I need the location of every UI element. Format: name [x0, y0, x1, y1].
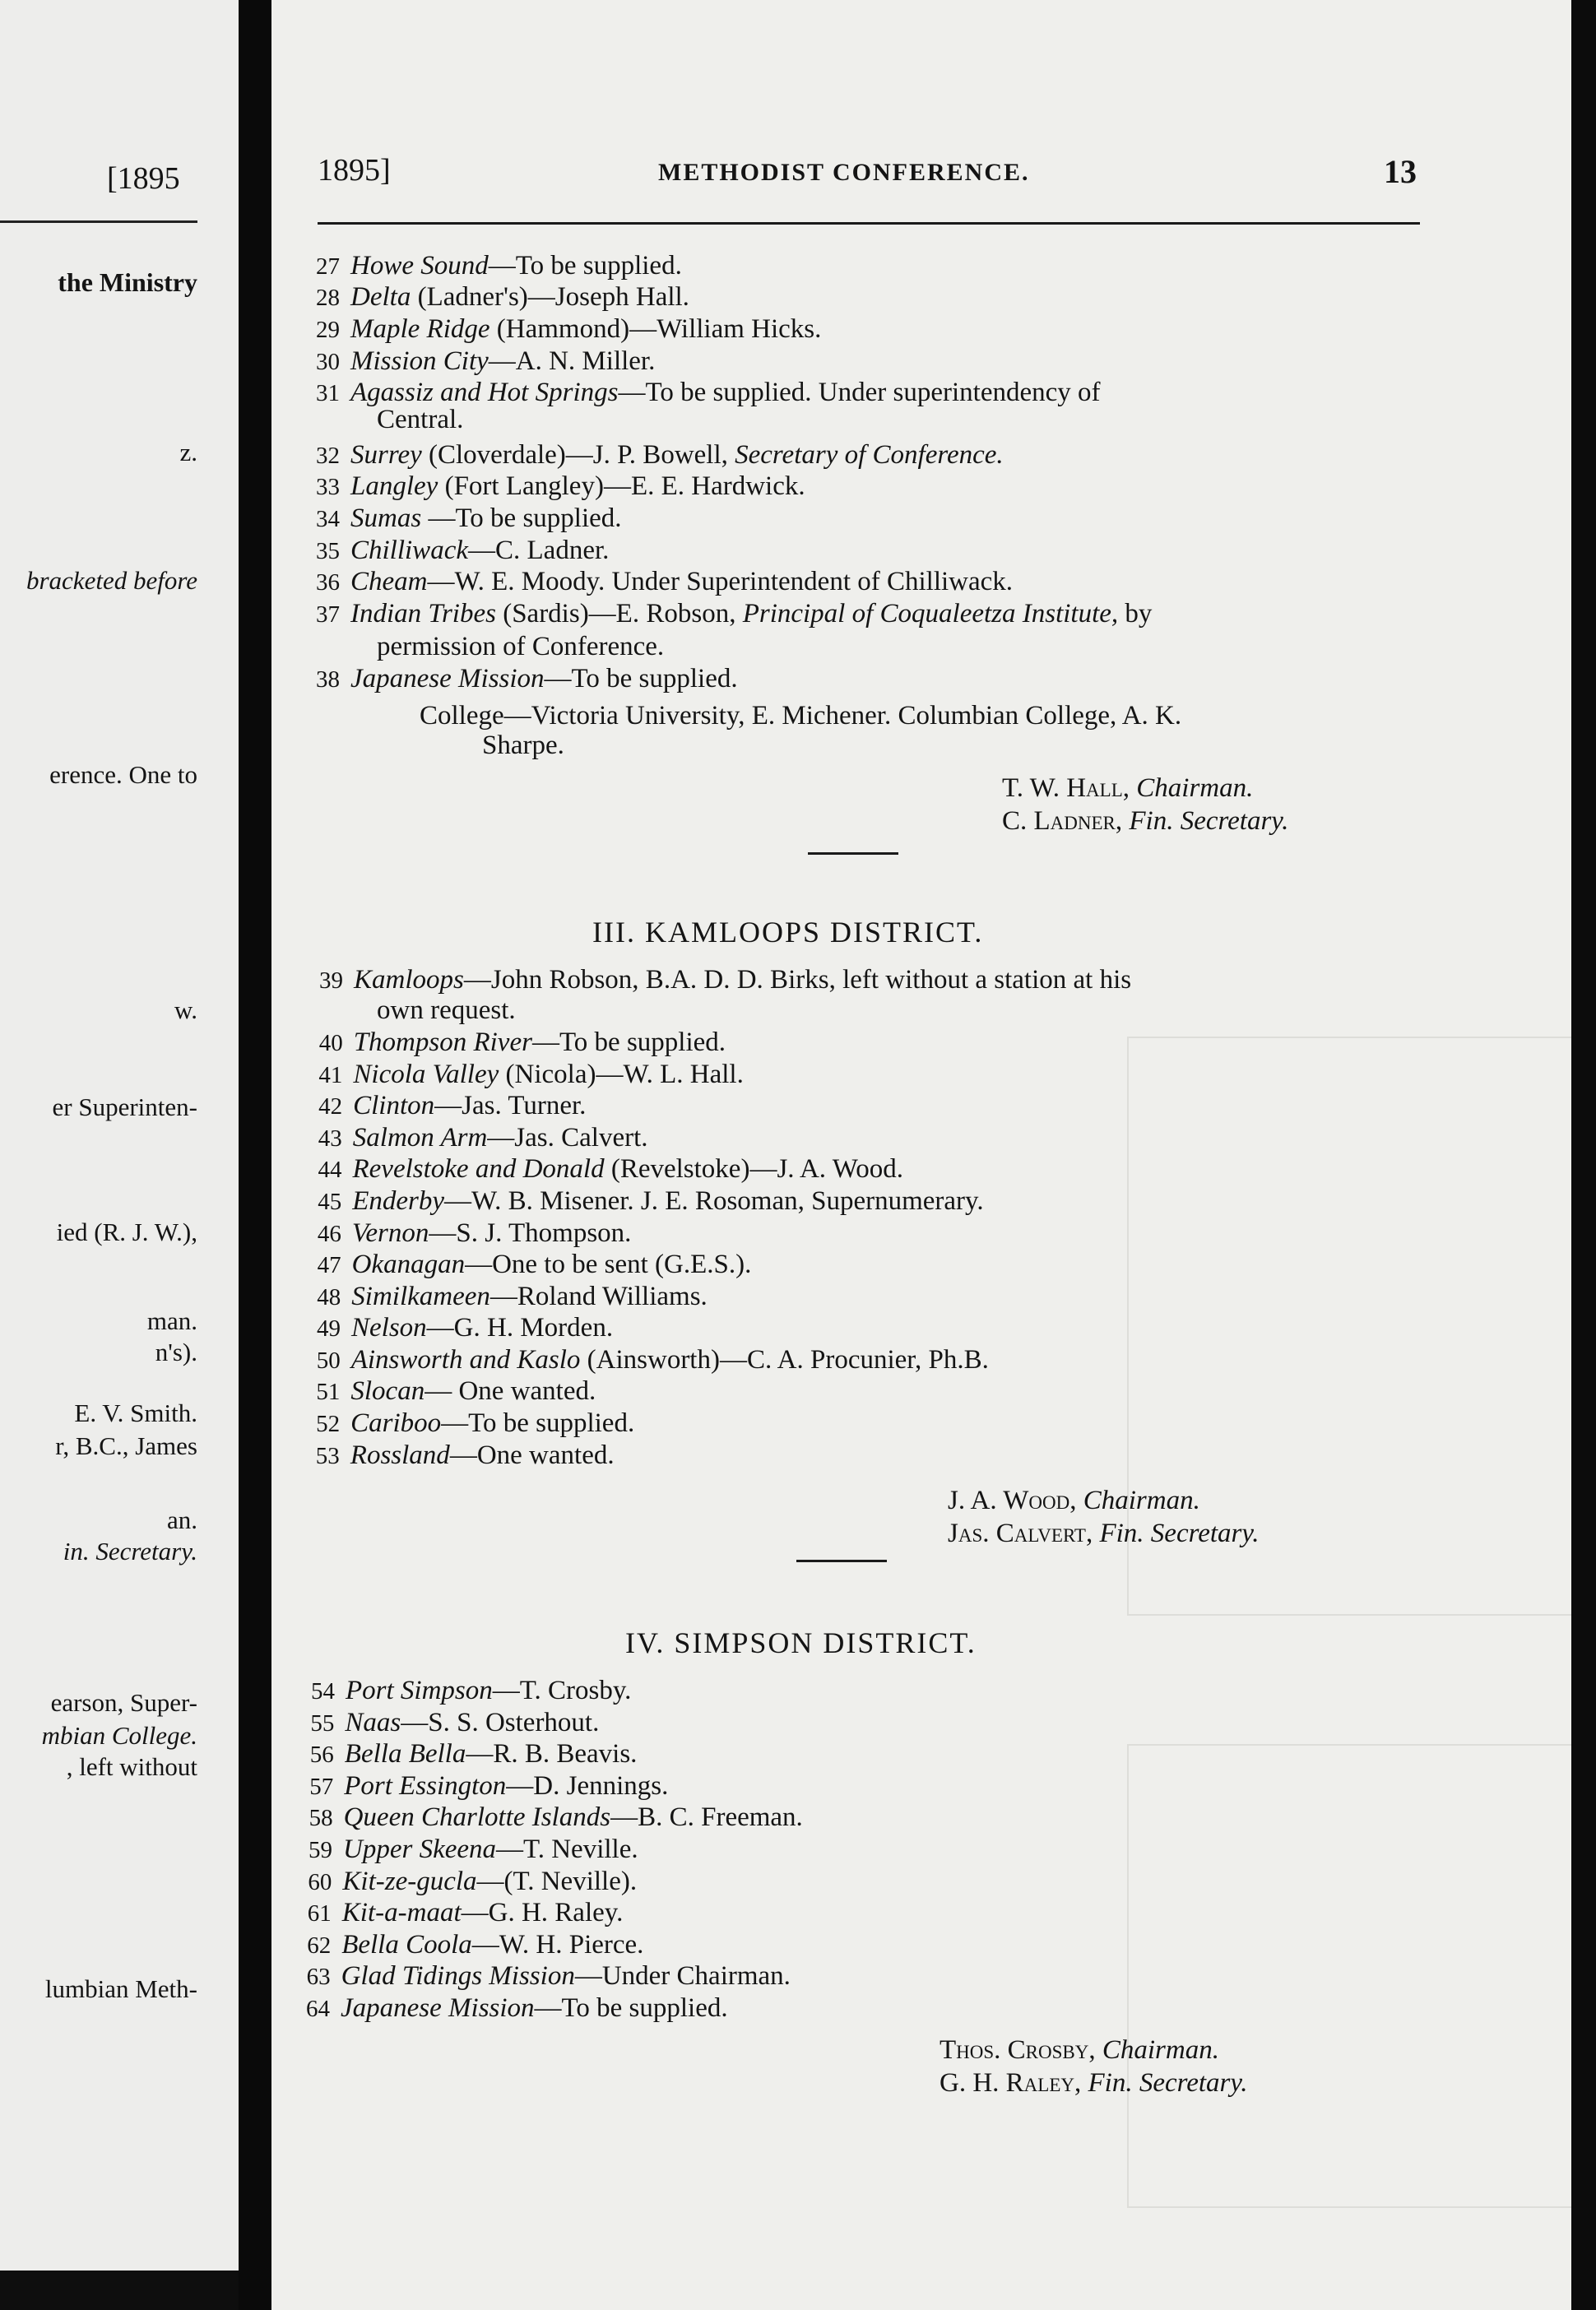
station-assignment: —Jas. Turner. — [434, 1091, 587, 1120]
entry-number: 48 — [317, 1284, 341, 1310]
station-entry — [318, 1090, 1421, 1122]
signatory-role: Fin. Secretary. — [1129, 806, 1289, 836]
station-name: Thompson River — [353, 1027, 532, 1057]
signatory-role: Chairman. — [1102, 2035, 1219, 2065]
station-name: Delta — [350, 282, 411, 312]
station-name: Kit-ze-gucla — [342, 1866, 477, 1896]
section-divider — [808, 852, 898, 855]
page-number: 13 — [1384, 153, 1417, 190]
station-assignment: —W. H. Pierce. — [471, 1929, 644, 1960]
station-entry — [308, 1866, 1410, 1898]
station-entry — [308, 1897, 1410, 1929]
station-entry — [316, 598, 1418, 630]
left-page-line: bracketed before — [26, 566, 197, 595]
running-head-title: METHODIST CONFERENCE. — [658, 159, 1030, 186]
station-entry — [316, 1375, 1418, 1408]
entry-number: 51 — [316, 1379, 341, 1405]
station-assignment: —Under Chairman. — [574, 1961, 791, 1992]
left-page-line: er Superinten- — [52, 1092, 197, 1121]
main-page — [271, 0, 1571, 2310]
left-page-line: in. Secretary. — [63, 1537, 197, 1566]
station-assignment: —R. B. Beavis. — [466, 1739, 638, 1770]
signatory-name: C. Ladner, — [1002, 806, 1123, 836]
station-name: Upper Skeena — [343, 1835, 497, 1864]
station-name: Nelson — [351, 1313, 427, 1343]
left-page-line: an. — [166, 1505, 197, 1534]
station-name: Japanese Mission — [341, 1993, 535, 2023]
station-assignment: —Roland Williams. — [489, 1282, 708, 1311]
left-page-line: lumbian Meth- — [44, 1974, 197, 2003]
entry-number: 59 — [309, 1837, 332, 1863]
entry-number: 62 — [307, 1932, 332, 1959]
station-entry — [316, 346, 1418, 378]
signatory-name: J. A. Wood, — [948, 1486, 1077, 1515]
entry-number: 49 — [317, 1315, 341, 1342]
station-name: Maple Ridge — [350, 314, 490, 344]
station-name: Howe Sound — [350, 251, 489, 281]
station-entry — [316, 377, 1418, 409]
entry-number: 64 — [306, 1996, 330, 2022]
entry-number: 27 — [316, 253, 340, 280]
station-entry — [316, 281, 1418, 313]
entry-number: 46 — [317, 1221, 341, 1247]
station-assignment: —G. H. Raley. — [461, 1898, 624, 1928]
station-name: Japanese Mission — [350, 664, 545, 693]
station-assignment: (Cloverdale)—J. P. Bowell, — [421, 440, 735, 470]
station-entry — [316, 566, 1418, 598]
station-entry — [311, 1675, 1413, 1707]
continuation-permission: permission of Conference. — [377, 632, 665, 661]
station-assignment: —W. E. Moody. Under Superintendent of Chilliwack. — [427, 567, 1014, 596]
entry-number: 60 — [308, 1868, 332, 1895]
station-entry — [319, 1027, 1422, 1059]
station-entry — [318, 1218, 1420, 1250]
signatory-name: Jas. Calvert, — [948, 1519, 1093, 1548]
left-page-line: erence. One to — [49, 760, 197, 789]
station-assignment: —B. C. Freeman. — [610, 1802, 803, 1833]
station-name: Slocan — [350, 1376, 425, 1406]
station-entry — [307, 1960, 1409, 1992]
station-name: Salmon Arm — [352, 1123, 488, 1153]
left-page-line: mbian College. — [41, 1721, 197, 1750]
station-name: Glad Tidings Mission — [341, 1961, 575, 1992]
station-assignment: —One to be sent (G.E.S.). — [465, 1250, 752, 1279]
entry-number: 38 — [316, 666, 340, 693]
station-name: Cariboo — [350, 1408, 442, 1438]
signature-line — [940, 2035, 1219, 2066]
section-divider — [796, 1560, 887, 1562]
station-name: Surrey — [350, 440, 422, 470]
station-name: Naas — [345, 1707, 401, 1737]
entry-number: 45 — [318, 1189, 342, 1215]
signatory-role: Chairman. — [1083, 1486, 1200, 1515]
left-page-header: [1895 — [107, 161, 180, 196]
simpson-district-heading: IV. SIMPSON DISTRICT. — [625, 1626, 977, 1659]
entry-number: 61 — [307, 1900, 332, 1927]
entry-number: 50 — [316, 1348, 341, 1374]
left-page-line: man. — [146, 1306, 197, 1335]
entry-number: 29 — [316, 317, 340, 343]
station-name: Rossland — [350, 1440, 450, 1470]
station-name: Okanagan — [351, 1250, 466, 1279]
station-entry — [318, 1122, 1421, 1154]
entry-number: 32 — [316, 443, 340, 469]
station-assignment: (Revelstoke)—J. A. Wood. — [604, 1154, 903, 1184]
entry-number: 35 — [316, 538, 340, 564]
entry-number: 42 — [318, 1093, 343, 1120]
station-assignment: —G. H. Morden. — [426, 1313, 614, 1343]
station-name: Port Simpson — [346, 1676, 493, 1705]
station-assignment: — One wanted. — [425, 1376, 596, 1406]
station-entry — [318, 1185, 1420, 1218]
entry-number: 58 — [309, 1805, 333, 1832]
station-entry — [317, 1344, 1419, 1376]
station-name: Revelstoke and Donald — [352, 1154, 605, 1184]
entry-number: 55 — [310, 1709, 335, 1737]
station-entry — [309, 1802, 1412, 1834]
signature-line — [1002, 806, 1288, 837]
station-role: Secretary of Conference. — [735, 440, 1004, 470]
station-assignment: (Fort Langley)—E. E. Hardwick. — [438, 471, 805, 501]
station-entry — [316, 535, 1418, 567]
station-entry — [316, 1440, 1418, 1472]
left-page-line: earson, Super- — [50, 1688, 197, 1717]
signatory-role: Fin. Secretary. — [1088, 2068, 1248, 2098]
station-assignment: —T. Neville. — [496, 1835, 638, 1864]
station-assignment: —S. S. Osterhout. — [401, 1707, 600, 1737]
station-name: Indian Tribes — [350, 599, 496, 629]
left-page-line: n's). — [155, 1338, 197, 1366]
book-edge — [1571, 0, 1596, 2310]
signature-line — [940, 2068, 1247, 2099]
continuation-own-request: own request. — [377, 995, 516, 1025]
station-entry — [310, 1707, 1413, 1739]
entry-number: 30 — [316, 349, 340, 375]
station-assignment: (Ainsworth)—C. A. Procunier, Ph.B. — [580, 1345, 989, 1375]
station-entry — [317, 1281, 1419, 1313]
left-page-line: , left without — [66, 1752, 197, 1781]
entry-number: 40 — [318, 1030, 343, 1056]
station-entry — [318, 1249, 1420, 1281]
station-assignment: —To be supplied. Under superintendency of — [618, 378, 1101, 407]
station-name: Bella Coola — [341, 1929, 472, 1960]
entry-number: 41 — [318, 1062, 343, 1088]
entry-number: 43 — [318, 1125, 342, 1152]
station-entry — [319, 964, 1422, 996]
station-name: Mission City — [350, 346, 489, 376]
station-name: Langley — [350, 471, 438, 501]
station-assignment: —C. Ladner. — [468, 536, 610, 565]
entry-number: 34 — [316, 506, 340, 532]
station-name: Clinton — [353, 1091, 435, 1120]
station-name: Ainsworth and Kaslo — [350, 1345, 581, 1375]
signatory-role: Fin. Secretary. — [1099, 1519, 1260, 1548]
continuation-central: Central. — [377, 405, 464, 434]
station-assignment: —One wanted. — [449, 1440, 615, 1470]
entry-number: 31 — [316, 380, 340, 406]
station-entry — [316, 1408, 1418, 1440]
signature-line — [1002, 773, 1253, 804]
station-assignment: —John Robson, B.A. D. D. Birks, left without a station at his — [463, 965, 1132, 995]
station-assignment: —(T. Neville). — [476, 1866, 638, 1896]
signatory-name: Thos. Crosby, — [940, 2035, 1096, 2065]
left-page-line: the Ministry — [58, 267, 197, 297]
station-name: Sumas — [350, 503, 422, 533]
entry-number: 56 — [309, 1742, 334, 1769]
station-assignment: (Hammond)—William Hicks. — [489, 314, 822, 344]
station-assignment: —D. Jennings. — [506, 1770, 669, 1801]
left-page-line: z. — [179, 438, 197, 466]
entry-number: 36 — [316, 569, 340, 596]
station-assignment: —W. B. Misener. J. E. Rosoman, Supernumerary. — [443, 1186, 984, 1216]
station-assignment: (Ladner's)—Joseph Hall. — [411, 282, 689, 312]
station-entry — [316, 250, 1418, 282]
station-name: Queen Charlotte Islands — [343, 1802, 611, 1833]
entry-number: 54 — [311, 1678, 335, 1705]
station-role: Principal of Coqualeetza Institute, — [742, 599, 1119, 629]
station-name: Port Essington — [344, 1770, 507, 1801]
station-entry — [318, 1153, 1421, 1185]
left-page-line: r, B.C., James — [55, 1431, 197, 1460]
signatory-name: G. H. Raley, — [940, 2068, 1082, 2098]
station-entry — [316, 471, 1418, 503]
station-name: Chilliwack — [350, 536, 468, 565]
station-entry — [309, 1770, 1412, 1802]
signature-line — [948, 1486, 1200, 1516]
station-name: Nicola Valley — [353, 1060, 499, 1089]
station-name: Similkameen — [351, 1282, 490, 1311]
station-assignment-tail: by — [1118, 599, 1153, 629]
running-head-year: 1895] — [318, 153, 391, 188]
station-assignment: —To be supplied. — [534, 1993, 728, 2023]
station-entry — [306, 1992, 1408, 2025]
station-entry — [317, 1312, 1419, 1344]
station-entry — [316, 439, 1418, 471]
header-rule — [318, 222, 1420, 225]
entry-number: 53 — [315, 1443, 340, 1469]
station-assignment: —To be supplied. — [421, 503, 622, 533]
station-entry — [316, 663, 1418, 695]
station-assignment: —To be supplied. — [544, 664, 738, 693]
station-name: Bella Bella — [344, 1739, 466, 1770]
college-line-sharpe: Sharpe. — [482, 731, 564, 760]
entry-number: 28 — [316, 285, 340, 311]
station-assignment: —A. N. Miller. — [488, 346, 656, 376]
station-assignment: —Jas. Calvert. — [487, 1123, 648, 1153]
station-assignment: —To be supplied. — [531, 1027, 726, 1057]
signatory-name: T. W. Hall, — [1002, 773, 1130, 803]
kamloops-district-heading: III. KAMLOOPS DISTRICT. — [592, 916, 984, 949]
entry-number: 44 — [318, 1157, 342, 1183]
left-page-line: w. — [174, 995, 197, 1024]
station-entry — [307, 1929, 1409, 1961]
station-assignment: (Nicola)—W. L. Hall. — [499, 1060, 744, 1089]
station-name: Kamloops — [354, 965, 464, 995]
entry-number: 39 — [319, 967, 343, 994]
station-assignment: —To be supplied. — [441, 1408, 635, 1438]
left-page-rule — [0, 220, 197, 223]
station-assignment: (Sardis)—E. Robson, — [495, 599, 743, 629]
entry-number: 37 — [316, 601, 340, 628]
left-page-fragment — [0, 0, 239, 2271]
station-name: Kit-a-maat — [341, 1898, 462, 1928]
running-head — [271, 152, 1423, 193]
signatory-role: Chairman. — [1136, 773, 1254, 803]
station-entry — [316, 313, 1418, 346]
station-entry — [318, 1059, 1421, 1091]
college-line: College—Victoria University, E. Michener. Columbian College, A. K. — [420, 701, 1182, 731]
entry-number: 57 — [309, 1773, 334, 1800]
entry-number: 63 — [306, 1964, 331, 1991]
station-assignment: —To be supplied. — [488, 251, 682, 281]
station-name: Cheam — [350, 567, 428, 596]
station-assignment: —S. J. Thompson. — [429, 1218, 632, 1248]
entry-number: 47 — [317, 1252, 341, 1278]
station-entry — [316, 503, 1418, 535]
entry-number: 52 — [316, 1411, 341, 1437]
left-page-line: ied (R. J. W.), — [56, 1218, 197, 1246]
entry-number: 33 — [316, 474, 340, 500]
station-name: Agassiz and Hot Springs — [350, 378, 619, 407]
station-name: Enderby — [352, 1186, 444, 1216]
book-gutter — [239, 0, 271, 2310]
station-entry — [310, 1738, 1413, 1770]
station-entry — [309, 1834, 1411, 1866]
left-page-line: E. V. Smith. — [74, 1399, 197, 1427]
signature-line — [948, 1519, 1259, 1549]
station-assignment: —T. Crosby. — [492, 1676, 632, 1705]
station-name: Vernon — [351, 1218, 429, 1248]
